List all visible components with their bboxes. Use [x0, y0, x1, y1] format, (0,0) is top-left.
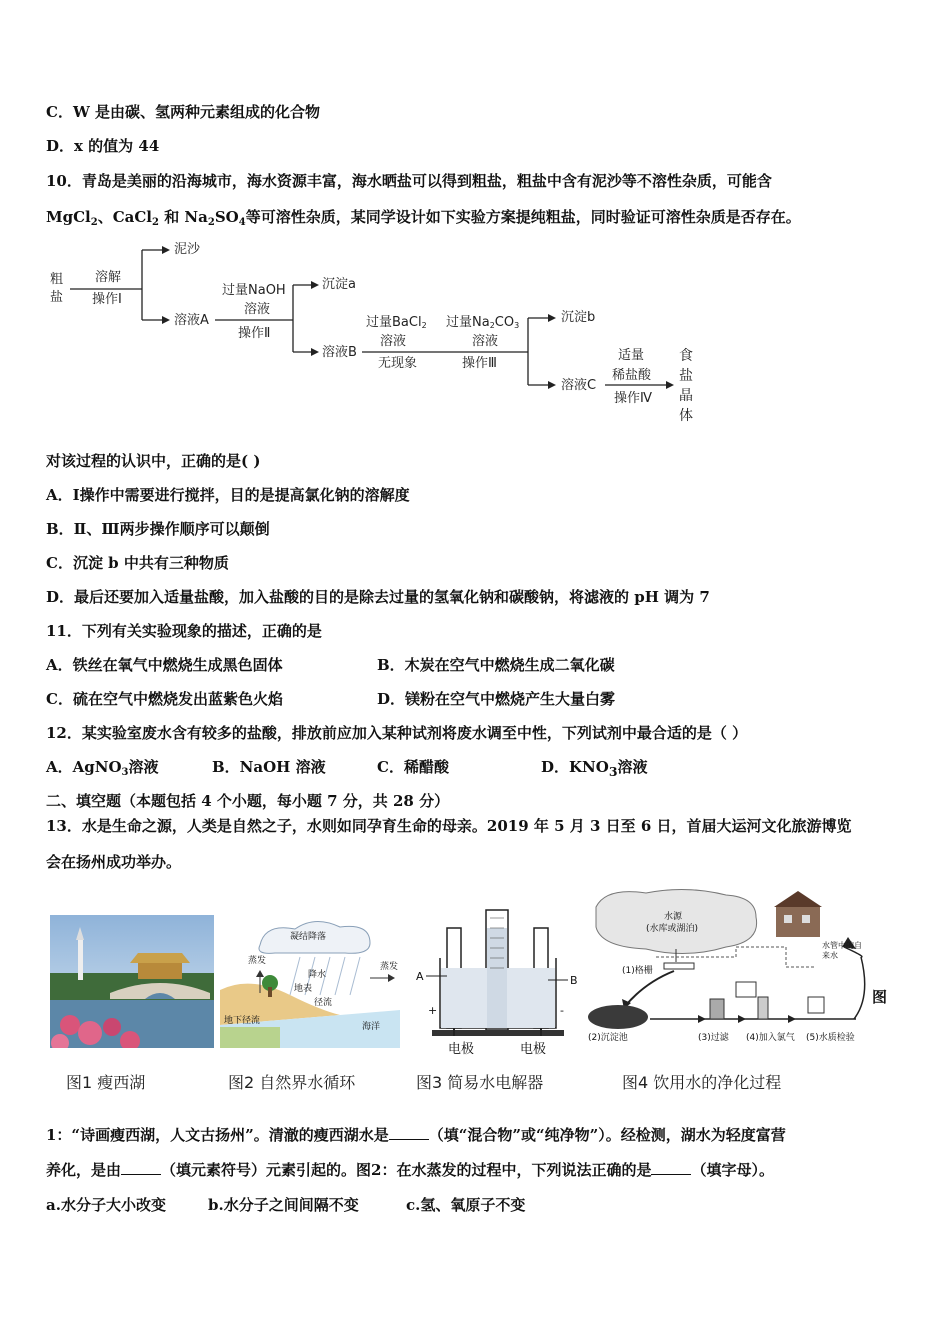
figure-2-water-cycle: [220, 915, 400, 1048]
q12-option-d: D．$KNO_3$溶液: [541, 758, 648, 779]
sub-question-2-line: 养化，是由 （填元素符号）元素引起的。图2：在水蒸发的过程中，下列说法正确的是 （填字母）。: [46, 1161, 774, 1179]
fig3-plus-sign: +: [428, 1004, 438, 1017]
operation-4-label: 操作Ⅳ: [614, 391, 652, 406]
operation-2-label: 操作Ⅱ: [238, 326, 271, 341]
bacl2-solution-label: 溶液: [380, 334, 407, 349]
fig2-surface-label: 地表: [294, 984, 313, 994]
question-12: 12．某实验室废水含有较多的盐酸，排放前应加入某种试剂将废水调至中性，下列试剂中最合适的是（ ）: [46, 724, 748, 742]
fig2-runoff-label: 径流: [314, 998, 333, 1008]
question-13-line-1: 13．水是生命之源，人类是自然之子，水则如同孕育生命的母亲。2019 年 5 月 3 日至 6 日，首届大运河文化旅游博览: [46, 817, 852, 835]
fig4-step-3-label: (3)过滤: [698, 1033, 729, 1043]
q10-option-c: C．沉淀 b 中共有三种物质: [46, 554, 229, 572]
fig3-electrode-left: 电极: [448, 1042, 475, 1057]
fig4-step-5-label: (5)水质检验: [806, 1033, 855, 1043]
precipitate-b-label: 沉淀b: [561, 310, 596, 325]
fig2-ocean-label: 海洋: [362, 1022, 381, 1032]
choice-c: c.氢、氧原子不变: [406, 1196, 526, 1214]
answer-blank-3[interactable]: [651, 1160, 691, 1175]
figure-4-trailing-label: 图: [872, 988, 888, 1006]
fig3-minus-sign: -: [560, 1004, 564, 1017]
figure-1-lake-photo: [50, 915, 214, 1048]
fig2-evaporate-2-label: 蒸发: [380, 962, 399, 972]
question-13-line-2: 会在扬州成功举办。: [46, 853, 182, 871]
q10-option-d: D．最后还要加入适量盐酸，加入盐酸的目的是除去过量的氢氧化钠和碳酸钠，将滤液的 pH 调为 7: [46, 588, 710, 606]
operation-3-label: 操作Ⅲ: [462, 356, 497, 371]
question-10-stem: 对该过程的认识中，正确的是( ): [46, 452, 261, 470]
raw-salt-label-1: 粗: [50, 272, 64, 287]
q10-option-a: A．Ⅰ操作中需要进行搅拌，目的是提高氯化钠的溶解度: [46, 486, 410, 504]
purification-flow-diagram: [0, 0, 950, 430]
choice-a: a.水分子大小改变: [46, 1196, 166, 1214]
fig2-groundwater-label: 地下径流: [224, 1016, 261, 1026]
figure-2-caption: 图2 自然界水循环: [228, 1073, 356, 1092]
no-phenomenon-label: 无现象: [378, 356, 418, 371]
q11-option-d: D．镁粉在空气中燃烧产生大量白雾: [377, 690, 616, 708]
figure-1-caption: 图1 瘦西湖: [66, 1073, 146, 1092]
na2co3-solution-label: 溶液: [472, 334, 499, 349]
q11-option-b: B．木炭在空气中燃烧生成二氧化碳: [377, 656, 615, 674]
solution-a-label: 溶液A: [174, 313, 209, 328]
naoh-label: 过量NaOH: [222, 283, 286, 298]
fig4-source-sub-label: (水库或湖泊): [646, 924, 699, 934]
choice-b: b.水分子之间间隔不变: [208, 1196, 359, 1214]
question-10-line-1: 10．青岛是美丽的沿海城市，海水资源丰富，海水晒盐可以得到粗盐，粗盐中含有泥沙等不溶性杂质，可能含: [46, 172, 772, 190]
figure-4-caption: 图4 饮用水的净化过程: [622, 1073, 782, 1092]
bacl2-label: 过量BaCl$_2$: [366, 315, 427, 330]
fig3-label-a: A: [416, 970, 424, 983]
q11-option-c: C．硫在空气中燃烧发出蓝紫色火焰: [46, 690, 283, 708]
naoh-solution-label: 溶液: [244, 302, 271, 317]
na2co3-label: 过量$Na_2CO_3$: [446, 315, 520, 330]
q12-option-c: C．稀醋酸: [377, 758, 449, 776]
dilute-hcl-label: 稀盐酸: [612, 368, 652, 383]
solution-c-label: 溶液C: [561, 378, 597, 393]
question-10-line-2: MgCl$_2$、CaCl$_2$ 和 $Na_2SO_4$等可溶性杂质，某同学设计如下实验方案提纯粗盐，同时验证可溶性杂质是否存在。: [46, 208, 801, 228]
raw-salt-label-2: 盐: [50, 290, 64, 305]
question-11: 11．下列有关实验现象的描述，正确的是: [46, 622, 322, 640]
fig4-step-1-label: (1)格栅: [622, 966, 653, 976]
q12-option-b: B．NaOH 溶液: [212, 758, 326, 776]
fig4-home-water-label: 水管中的自来水: [822, 941, 862, 960]
fig3-label-b: B: [570, 974, 578, 987]
fig4-step-2-label: (2)沉淀池: [588, 1033, 628, 1043]
proper-amount-label: 适量: [618, 348, 645, 363]
fig4-source-label: 水源: [664, 912, 683, 922]
figure-3-caption: 图3 简易水电解器: [416, 1073, 544, 1092]
fig3-electrode-right: 电极: [520, 1042, 547, 1057]
section-2-heading: 二、填空题（本题包括 4 个小题，每小题 7 分，共 28 分）: [46, 792, 450, 810]
answer-blank-2[interactable]: [121, 1160, 161, 1175]
fig2-evaporate-label: 蒸发: [248, 956, 267, 966]
fig2-rain-label: 降水: [308, 970, 327, 980]
sub-question-1-line: 1：“诗画瘦西湖，人文古扬州”。清澈的瘦西湖水是 （填“混合物”或“纯净物”）。经检测，湖水为轻度富营: [46, 1126, 786, 1144]
mud-label: 泥沙: [174, 242, 201, 257]
product-salt-crystal: 食 盐 晶 体: [679, 348, 693, 424]
answer-blank-1[interactable]: [389, 1125, 429, 1140]
q12-option-a: A．AgNO$_3$溶液: [46, 758, 159, 778]
operation-1-label: 操作Ⅰ: [92, 292, 122, 307]
figure-3-electrolyzer: [412, 908, 582, 1056]
fig4-step-4-label: (4)加入氯气: [746, 1033, 795, 1043]
option-c-previous: C．W 是由碳、氢两种元素组成的化合物: [46, 103, 321, 121]
fig2-condense-label: 凝结降落: [290, 932, 327, 942]
solution-b-label: 溶液B: [322, 345, 357, 360]
q10-option-b: B．Ⅱ、Ⅲ两步操作顺序可以颠倒: [46, 520, 270, 538]
precipitate-a-label: 沉淀a: [322, 277, 356, 292]
figure-4-purification-process: [586, 887, 876, 1047]
option-d-previous: D．x 的值为 44: [46, 137, 160, 155]
q11-option-a: A．铁丝在氧气中燃烧生成黑色固体: [46, 656, 283, 674]
dissolve-label: 溶解: [95, 270, 122, 285]
